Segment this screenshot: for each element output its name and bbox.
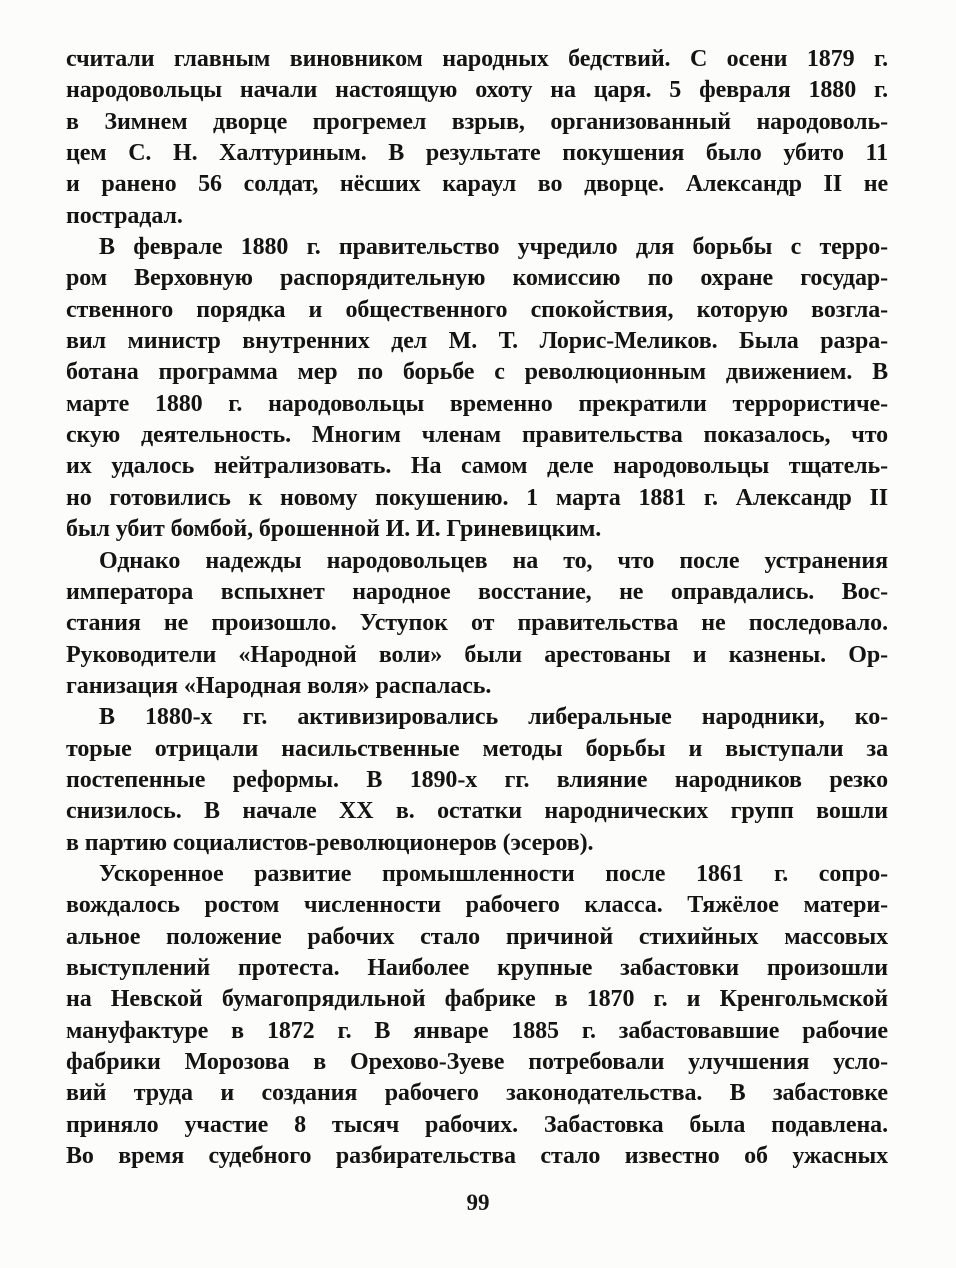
paragraph bbox=[66, 702, 888, 859]
text-line: ганизация «Народная воля» распалась. bbox=[66, 672, 492, 699]
text-line: в партию социалистов-революционеров (эсеров). bbox=[66, 829, 594, 856]
text-line: выступлений протеста. Наиболее крупные забастовки произошли bbox=[66, 954, 888, 981]
paragraph bbox=[66, 859, 888, 1172]
paragraph bbox=[66, 44, 888, 232]
text-line: мануфактуре в 1872 г. В январе 1885 г. забастовавшие рабочие bbox=[66, 1017, 888, 1044]
text-line: народовольцы начали настоящую охоту на царя. 5 февраля 1880 г. bbox=[66, 77, 888, 104]
text-line: снизилось. В начале XX в. остатки народнических групп вошли bbox=[66, 798, 888, 825]
text-line: но готовились к новому покушению. 1 марта 1881 г. Александр II bbox=[66, 484, 888, 511]
text-line: и ранено 56 солдат, нёсших караул во дворце. Александр II не bbox=[66, 171, 888, 198]
text-line: В 1880-х гг. активизировались либеральные народники, ко- bbox=[99, 704, 888, 731]
text-line: марте 1880 г. народовольцы временно прекратили террористиче- bbox=[66, 390, 888, 417]
text-line: торые отрицали насильственные методы борьбы и выступали за bbox=[66, 735, 888, 762]
text-line: приняло участие 8 тысяч рабочих. Забастовка была подавлена. bbox=[66, 1111, 888, 1138]
text-line: их удалось нейтрализовать. На самом деле народовольцы тщатель- bbox=[66, 453, 888, 480]
text-line: альное положение рабочих стало причиной стихийных массовых bbox=[66, 923, 888, 950]
text-line: на Невской бумагопрядильной фабрике в 1870 г. и Кренгольмской bbox=[66, 986, 888, 1013]
page-number: 99 bbox=[466, 1190, 490, 1215]
text-line: Во время судебного разбирательства стало известно об ужасных bbox=[66, 1143, 888, 1170]
text-line: фабрики Морозова в Орехово-Зуеве потребовали улучшения усло- bbox=[66, 1049, 888, 1075]
text-line: ботана программа мер по борьбе с революционным движением. В bbox=[66, 359, 888, 386]
text-line: стания не произошло. Уступок от правительства не последовало. bbox=[66, 610, 888, 637]
text-line: пострадал. bbox=[66, 202, 183, 229]
text-line: Ускоренное развитие промышленности после 1861 г. сопро- bbox=[99, 860, 888, 887]
text-line: постепенные реформы. В 1890-х гг. влияние народников резко bbox=[66, 766, 888, 793]
paragraph bbox=[66, 232, 888, 545]
text-line: вил министр внутренних дел М. Т. Лорис-Меликов. Была разра- bbox=[66, 328, 888, 355]
text-line: ром Верховную распорядительную комиссию по охране государ- bbox=[66, 265, 888, 292]
text-line: был убит бомбой, брошенной И. И. Гриневицким. bbox=[66, 516, 602, 543]
text-line: скую деятельность. Многим членам правительства показалось, что bbox=[66, 422, 888, 449]
text-line: в Зимнем дворце прогремел взрыв, организованный народоволь- bbox=[66, 108, 888, 135]
text-line: Руководители «Народной воли» были арестованы и казнены. Ор- bbox=[66, 641, 888, 668]
text-line: цем С. Н. Халтуриным. В результате покушения было убито 11 bbox=[66, 140, 888, 167]
text-line: императора вспыхнет народное восстание, не оправдались. Вос- bbox=[66, 578, 888, 605]
text-line: считали главным виновником народных бедствий. С осени 1879 г. bbox=[66, 46, 888, 72]
text-line: В феврале 1880 г. правительство учредило для борьбы с терро- bbox=[99, 234, 888, 261]
text-line: ственного порядка и общественного спокойствия, которую возгла- bbox=[66, 296, 888, 323]
page-text bbox=[66, 44, 888, 1172]
text-line: вий труда и создания рабочего законодательства. В забастовке bbox=[66, 1080, 888, 1107]
paragraph bbox=[66, 546, 888, 703]
text-line: Однако надежды народовольцев на то, что после устранения bbox=[99, 547, 888, 574]
text-line: вождалось ростом численности рабочего класса. Тяжёлое матери- bbox=[66, 892, 888, 919]
